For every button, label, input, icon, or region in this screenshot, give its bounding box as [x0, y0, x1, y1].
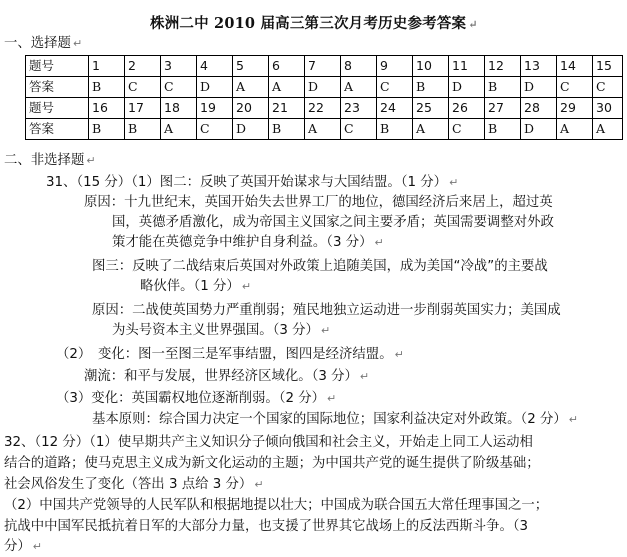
- answer-cell: D: [521, 77, 557, 98]
- question-number-cell: 18: [161, 98, 197, 119]
- q31-part3-change: （3）变化：英国霸权地位逐渐削弱。（2 分） ↵: [56, 391, 337, 406]
- question-number-cell: 24: [377, 98, 413, 119]
- question-number-cell: 26: [449, 98, 485, 119]
- question-number-cell: 4: [197, 56, 233, 77]
- q31-figure3-line: 图三：反映了二战结束后英国对外政策上追随美国，成为美国“冷战”的主要战: [92, 259, 548, 274]
- answer-cell: D: [233, 119, 269, 140]
- paragraph-mark-icon: ↵: [468, 18, 478, 31]
- question-number-cell: 16: [89, 98, 125, 119]
- answer-cell: A: [305, 119, 341, 140]
- answer-cell: C: [161, 77, 197, 98]
- answer-cell: C: [197, 119, 233, 140]
- q31-part3-principle: 基本原则：综合国力决定一个国家的国际地位；国家利益决定对外政策。（2 分） ↵: [92, 412, 578, 427]
- paragraph-mark-icon: ↵: [241, 280, 252, 293]
- answer-cell: A: [557, 119, 593, 140]
- paragraph-mark-icon: ↵: [32, 540, 42, 553]
- answer-cell: C: [125, 77, 161, 98]
- question-number-cell: 10: [413, 56, 449, 77]
- answer-table-row: [26, 56, 623, 77]
- q31-part1-figure2: 31、（15 分）（1）图二：反映了英国开始谋求与大国结盟。（1 分） ↵: [46, 175, 459, 190]
- question-number-cell: 17: [125, 98, 161, 119]
- answer-cell: C: [593, 77, 623, 98]
- answer-table-row: [26, 119, 623, 140]
- row-label: 题号: [26, 56, 89, 77]
- question-number-cell: 9: [377, 56, 413, 77]
- question-number-cell: 7: [305, 56, 341, 77]
- question-number-cell: 23: [341, 98, 377, 119]
- q32-line: 抗战中中国军民抵抗着日军的大部分力量，也支援了世界其它战场上的反法西斯斗争。（3: [4, 519, 529, 534]
- q32-line: 结合的道路；使马克思主义成为新文化运动的主题；为中国共产党的诞生提供了阶级基础；: [4, 456, 540, 471]
- question-number-cell: 5: [233, 56, 269, 77]
- answer-table-row: [26, 98, 623, 119]
- question-number-cell: 19: [197, 98, 233, 119]
- answer-cell: B: [485, 119, 521, 140]
- q31-part2-trend: 潮流：和平与发展，世界经济区域化。（3 分） ↵: [84, 369, 370, 384]
- question-number-cell: 22: [305, 98, 341, 119]
- paragraph-mark-icon: ↵: [449, 176, 459, 189]
- question-number-cell: 29: [557, 98, 593, 119]
- q31-reason-line: 原因：十九世纪末，英国开始失去世界工厂的地位，德国经济后来居上，超过英: [84, 195, 553, 210]
- q31-reason2-line: 原因：二战使英国势力严重削弱；殖民地独立运动进一步削弱英国实力；美国成: [92, 303, 561, 318]
- q32-line: 社会风俗发生了变化（答出 3 点给 3 分） ↵: [4, 477, 264, 492]
- answer-cell: D: [521, 119, 557, 140]
- q31-part2-change: （2） 变化：图一至图三是军事结盟，图四是经济结盟。 ↵: [56, 347, 404, 362]
- question-number-cell: 11: [449, 56, 485, 77]
- question-number-cell: 27: [485, 98, 521, 119]
- answer-cell: D: [197, 77, 233, 98]
- question-number-cell: 30: [593, 98, 623, 119]
- answer-table: [25, 55, 623, 140]
- answer-cell: A: [233, 77, 269, 98]
- answer-cell: A: [341, 77, 377, 98]
- question-number-cell: 21: [269, 98, 305, 119]
- question-number-cell: 28: [521, 98, 557, 119]
- paragraph-mark-icon: ↵: [374, 236, 384, 249]
- row-label: 题号: [26, 98, 89, 119]
- question-number-cell: 20: [233, 98, 269, 119]
- answer-cell: B: [413, 77, 449, 98]
- answer-cell: B: [89, 119, 125, 140]
- question-number-cell: 13: [521, 56, 557, 77]
- answer-cell: B: [269, 119, 305, 140]
- q32-line: （2）中国共产党领导的人民军队和根据地提以壮大；中国成为联合国五大常任理事国之一；: [4, 498, 549, 513]
- answer-cell: B: [377, 119, 413, 140]
- answer-cell: C: [557, 77, 593, 98]
- answer-cell: C: [341, 119, 377, 140]
- answer-cell: A: [269, 77, 305, 98]
- answer-cell: A: [161, 119, 197, 140]
- q32-line: 分） ↵: [4, 539, 42, 554]
- question-number-cell: 2: [125, 56, 161, 77]
- q31-reason2-line: 为头号资本主义世界强国。（3 分） ↵: [112, 323, 331, 338]
- paragraph-mark-icon: ↵: [254, 478, 264, 491]
- paragraph-mark-icon: ↵: [72, 37, 83, 50]
- answer-cell: C: [449, 119, 485, 140]
- question-number-cell: 3: [161, 56, 197, 77]
- question-number-cell: 6: [269, 56, 305, 77]
- answer-cell: D: [449, 77, 485, 98]
- section-heading-choice: 一、选择题 ↵: [4, 36, 83, 51]
- paragraph-mark-icon: ↵: [86, 154, 96, 167]
- q31-reason-line: 策才能在英德竞争中维护自身利益。（3 分） ↵: [112, 235, 384, 250]
- q32-line: 32、（12 分）（1）使早期共产主义知识分子倾向俄国和社会主义，开始走上同工人运动相: [4, 435, 533, 450]
- question-number-cell: 12: [485, 56, 521, 77]
- answer-cell: B: [125, 119, 161, 140]
- row-label: 答案: [26, 77, 89, 98]
- paragraph-mark-icon: ↵: [320, 324, 331, 337]
- question-number-cell: 15: [593, 56, 623, 77]
- question-number-cell: 1: [89, 56, 125, 77]
- answer-cell: D: [305, 77, 341, 98]
- answer-cell: B: [485, 77, 521, 98]
- question-number-cell: 25: [413, 98, 449, 119]
- paragraph-mark-icon: ↵: [359, 370, 370, 383]
- paragraph-mark-icon: ↵: [568, 413, 578, 426]
- answer-cell: C: [377, 77, 413, 98]
- q31-figure3-line: 略伙伴。（1 分） ↵: [140, 279, 252, 294]
- document-title: 株洲二中 2010 届高三第三次月考历史参考答案 ↵: [150, 15, 478, 32]
- question-number-cell: 8: [341, 56, 377, 77]
- paragraph-mark-icon: ↵: [327, 392, 337, 405]
- answer-cell: A: [413, 119, 449, 140]
- answer-cell: B: [89, 77, 125, 98]
- q31-reason-line: 国，英德矛盾激化，成为帝国主义国家之间主要矛盾；英国需要调整对外政: [112, 215, 554, 230]
- row-label: 答案: [26, 119, 89, 140]
- section-heading-nonchoice: 二、非选择题 ↵: [4, 153, 96, 168]
- question-number-cell: 14: [557, 56, 593, 77]
- answer-cell: A: [593, 119, 623, 140]
- paragraph-mark-icon: ↵: [394, 348, 404, 361]
- answer-table-row: [26, 77, 623, 98]
